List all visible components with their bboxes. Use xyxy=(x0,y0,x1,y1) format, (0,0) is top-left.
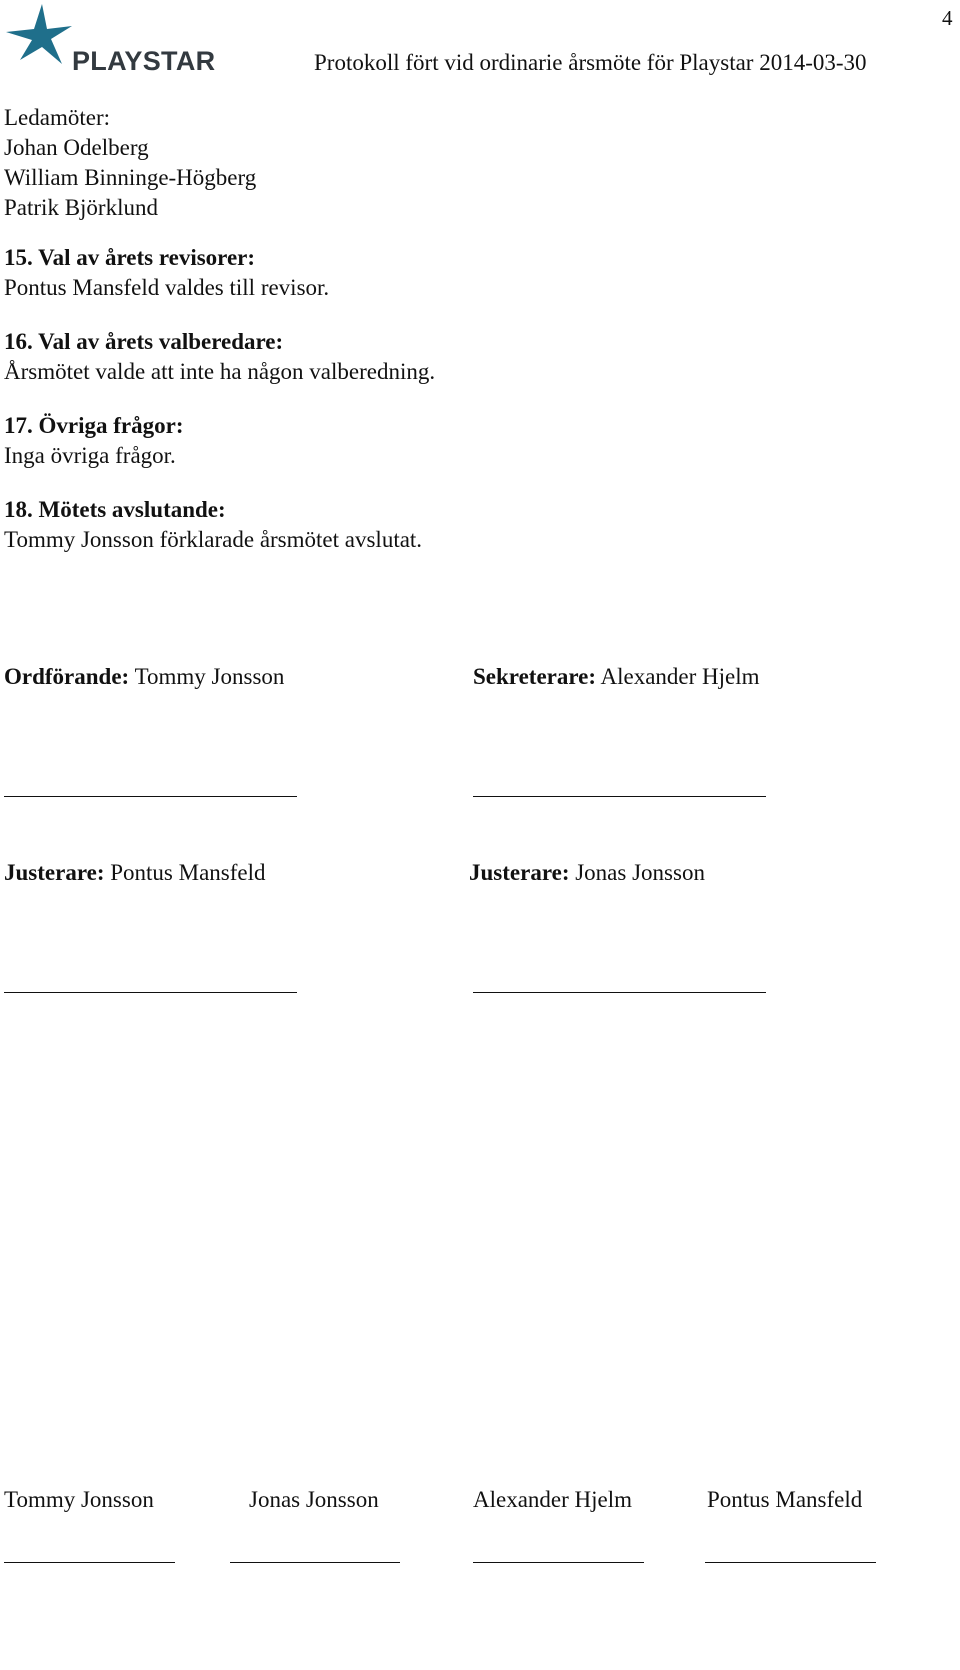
bottom-signature-line xyxy=(4,1562,175,1563)
member-name: Johan Odelberg xyxy=(4,135,149,160)
section-heading: 15. Val av årets revisorer: xyxy=(4,245,256,270)
bottom-signature-name: Jonas Jonsson xyxy=(249,1487,379,1512)
section-heading: 16. Val av årets valberedare: xyxy=(4,329,284,354)
adjuster1-name: Pontus Mansfeld xyxy=(110,860,266,885)
adjuster1-signature-line xyxy=(4,992,297,993)
chair-signature-label xyxy=(4,662,284,692)
bottom-signature-line xyxy=(473,1562,644,1563)
members-heading: Ledamöter: xyxy=(4,105,111,130)
section-text: Årsmötet valde att inte ha någon valberedning. xyxy=(4,359,436,384)
section-text: Inga övriga frågor. xyxy=(4,443,176,468)
star-icon xyxy=(4,2,74,72)
section-18 xyxy=(4,495,422,555)
page-number: 4 xyxy=(942,6,953,30)
chair-name: Tommy Jonsson xyxy=(134,664,285,689)
section-15 xyxy=(4,243,329,303)
bottom-signature-name: Pontus Mansfeld xyxy=(707,1487,863,1512)
adjuster2-name: Jonas Jonsson xyxy=(575,860,705,885)
member-name: Patrik Björklund xyxy=(4,195,158,220)
adjuster2-role: Justerare: xyxy=(469,860,570,885)
section-text: Pontus Mansfeld valdes till revisor. xyxy=(4,275,330,300)
bottom-signature-name: Tommy Jonsson xyxy=(4,1487,154,1512)
adjuster1-role: Justerare: xyxy=(4,860,105,885)
adjuster2-signature-label xyxy=(469,858,705,888)
section-heading: 17. Övriga frågor: xyxy=(4,413,184,438)
secretary-role: Sekreterare: xyxy=(473,664,597,689)
secretary-signature-line xyxy=(473,796,766,797)
chair-role: Ordförande: xyxy=(4,664,130,689)
adjuster1-signature-label xyxy=(4,858,265,888)
bottom-signature-line xyxy=(705,1562,876,1563)
section-text: Tommy Jonsson förklarade årsmötet avslutat. xyxy=(4,527,423,552)
section-17 xyxy=(4,411,183,471)
document-header-title: Protokoll fört vid ordinarie årsmöte för Playstar 2014-03-30 xyxy=(314,50,867,75)
bottom-signature-name: Alexander Hjelm xyxy=(473,1487,633,1512)
member-name: William Binninge-Högberg xyxy=(4,165,257,190)
adjuster2-signature-line xyxy=(473,992,766,993)
logo-wordmark: PLAYSTAR xyxy=(72,46,216,76)
chair-signature-line xyxy=(4,796,297,797)
bottom-signature-line xyxy=(230,1562,400,1563)
secretary-signature-label xyxy=(473,662,760,692)
section-heading: 18. Mötets avslutande: xyxy=(4,497,226,522)
secretary-name: Alexander Hjelm xyxy=(600,664,760,689)
section-16 xyxy=(4,327,435,387)
members-block xyxy=(4,103,256,223)
playstar-logo xyxy=(4,2,244,74)
